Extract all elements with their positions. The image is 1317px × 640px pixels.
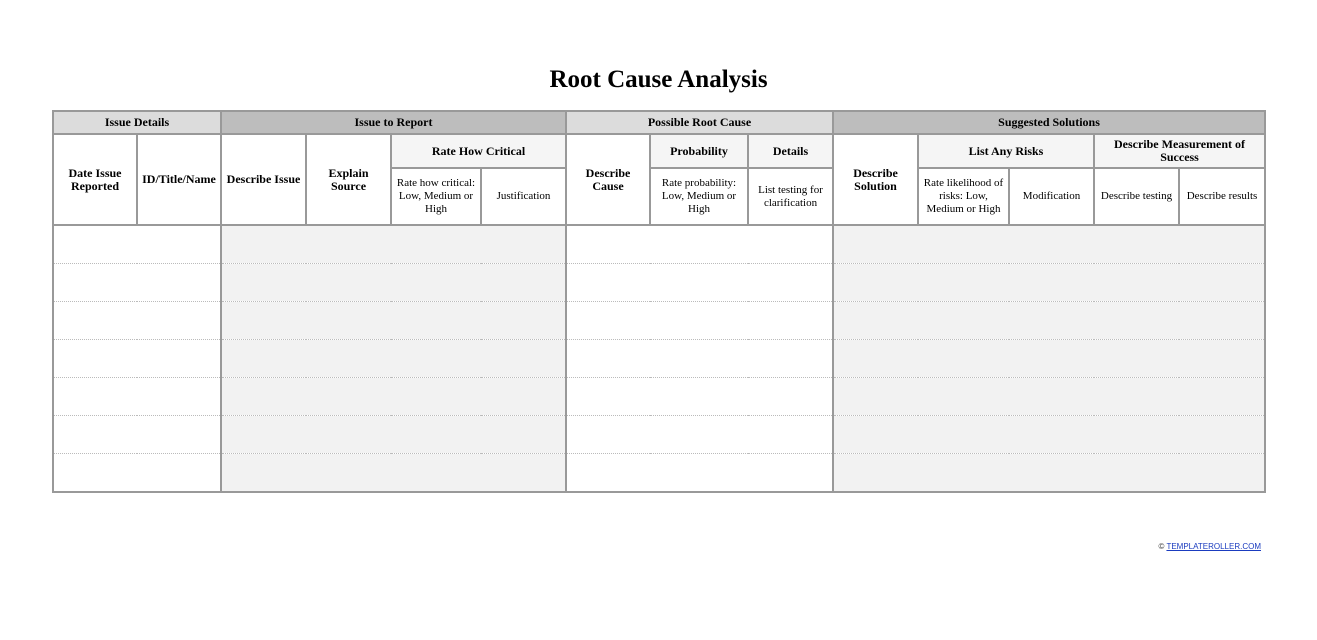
table-row	[53, 416, 1265, 454]
table-cell[interactable]	[748, 378, 833, 416]
section-issue-to-report: Issue to Report	[221, 111, 566, 134]
table-cell[interactable]	[1009, 225, 1094, 264]
table-cell[interactable]	[306, 378, 391, 416]
table-cell[interactable]	[391, 416, 481, 454]
table-cell[interactable]	[221, 378, 306, 416]
table-cell[interactable]	[650, 340, 748, 378]
page-title: Root Cause Analysis	[549, 66, 768, 93]
table-cell[interactable]	[221, 302, 306, 340]
section-possible-root-cause: Possible Root Cause	[566, 111, 833, 134]
table-cell[interactable]	[53, 302, 137, 340]
table-cell[interactable]	[221, 416, 306, 454]
table-cell[interactable]	[1009, 416, 1094, 454]
header-describe-measurement: Describe Measurement of Success	[1094, 134, 1265, 168]
section-header-row	[53, 111, 1265, 134]
section-suggested-solutions: Suggested Solutions	[833, 111, 1265, 134]
table-cell[interactable]	[481, 416, 566, 454]
table-cell[interactable]	[53, 416, 137, 454]
subheader-rate-critical: Rate how critical: Low, Medium or High	[391, 168, 481, 225]
root-cause-analysis-table	[52, 110, 1266, 493]
table-cell[interactable]	[391, 225, 481, 264]
table-cell[interactable]	[391, 340, 481, 378]
table-cell[interactable]	[650, 454, 748, 493]
table-row	[53, 378, 1265, 416]
table-cell[interactable]	[391, 378, 481, 416]
subheader-rate-risks: Rate likelihood of risks: Low, Medium or High	[918, 168, 1009, 225]
table-cell[interactable]	[566, 340, 650, 378]
table-cell[interactable]	[1094, 340, 1179, 378]
table-cell[interactable]	[650, 378, 748, 416]
table-cell[interactable]	[566, 454, 650, 493]
table-row	[53, 302, 1265, 340]
table-cell[interactable]	[53, 378, 137, 416]
table-cell[interactable]	[566, 416, 650, 454]
header-id-title-name: ID/Title/Name	[137, 134, 221, 225]
subheader-describe-results: Describe results	[1179, 168, 1265, 225]
table-cell[interactable]	[137, 416, 221, 454]
table-cell[interactable]	[1179, 416, 1265, 454]
table-cell[interactable]	[1094, 454, 1179, 493]
table-cell[interactable]	[1179, 378, 1265, 416]
subheader-modification: Modification	[1009, 168, 1094, 225]
table-cell[interactable]	[137, 340, 221, 378]
table-cell[interactable]	[221, 225, 306, 264]
table-cell[interactable]	[137, 378, 221, 416]
table-cell[interactable]	[221, 264, 306, 302]
table-cell[interactable]	[918, 302, 1009, 340]
table-cell[interactable]	[1009, 454, 1094, 493]
column-header-row	[53, 134, 1265, 168]
header-list-any-risks: List Any Risks	[918, 134, 1094, 168]
table-cell[interactable]	[481, 302, 566, 340]
subheader-describe-testing: Describe testing	[1094, 168, 1179, 225]
table-cell[interactable]	[306, 340, 391, 378]
table-cell[interactable]	[306, 454, 391, 493]
templateroller-link[interactable]: TEMPLATEROLLER.COM	[1166, 542, 1261, 551]
table-cell[interactable]	[748, 454, 833, 493]
table-cell[interactable]	[481, 454, 566, 493]
table-cell[interactable]	[137, 264, 221, 302]
table-cell[interactable]	[53, 340, 137, 378]
table-cell[interactable]	[650, 225, 748, 264]
table-body	[53, 225, 1265, 492]
table-cell[interactable]	[1009, 378, 1094, 416]
table-cell[interactable]	[833, 416, 918, 454]
table-cell[interactable]	[306, 416, 391, 454]
subheader-justification: Justification	[481, 168, 566, 225]
header-rate-how-critical: Rate How Critical	[391, 134, 566, 168]
table-row	[53, 454, 1265, 493]
table-cell[interactable]	[1094, 225, 1179, 264]
table-cell[interactable]	[1179, 225, 1265, 264]
table-cell[interactable]	[833, 340, 918, 378]
table-cell[interactable]	[1179, 264, 1265, 302]
table-cell[interactable]	[1094, 416, 1179, 454]
table-cell[interactable]	[918, 340, 1009, 378]
table-cell[interactable]	[221, 340, 306, 378]
table-cell[interactable]	[833, 264, 918, 302]
table-cell[interactable]	[566, 378, 650, 416]
table-cell[interactable]	[221, 454, 306, 493]
table-cell[interactable]	[650, 416, 748, 454]
table-cell[interactable]	[748, 340, 833, 378]
header-details: Details	[748, 134, 833, 168]
table-cell[interactable]	[650, 264, 748, 302]
table-cell[interactable]	[1094, 378, 1179, 416]
table-cell[interactable]	[306, 264, 391, 302]
table-cell[interactable]	[481, 378, 566, 416]
table-cell[interactable]	[833, 225, 918, 264]
table-cell[interactable]	[1179, 340, 1265, 378]
section-issue-details: Issue Details	[53, 111, 221, 134]
table-cell[interactable]	[391, 302, 481, 340]
table-cell[interactable]	[566, 302, 650, 340]
table-cell[interactable]	[481, 225, 566, 264]
table-cell[interactable]	[1094, 302, 1179, 340]
table-cell[interactable]	[1009, 264, 1094, 302]
table-cell[interactable]	[53, 264, 137, 302]
copyright-symbol: ©	[1158, 542, 1165, 551]
table-cell[interactable]	[748, 225, 833, 264]
table-cell[interactable]	[391, 264, 481, 302]
table-cell[interactable]	[137, 454, 221, 493]
table-cell[interactable]	[1179, 302, 1265, 340]
header-describe-issue: Describe Issue	[221, 134, 306, 225]
table-cell[interactable]	[1179, 454, 1265, 493]
header-explain-source: Explain Source	[306, 134, 391, 225]
table-cell[interactable]	[1009, 302, 1094, 340]
table-row	[53, 340, 1265, 378]
header-date-issue-reported: Date Issue Reported	[53, 134, 137, 225]
table-cell[interactable]	[833, 378, 918, 416]
table-cell[interactable]	[306, 225, 391, 264]
subheader-list-testing: List testing for clarification	[748, 168, 833, 225]
table-cell[interactable]	[748, 416, 833, 454]
table-cell[interactable]	[137, 302, 221, 340]
table-cell[interactable]	[53, 225, 137, 264]
header-describe-solution: Describe Solution	[833, 134, 918, 225]
table-cell[interactable]	[566, 264, 650, 302]
table-cell[interactable]	[748, 264, 833, 302]
table-cell[interactable]	[566, 225, 650, 264]
header-describe-cause: Describe Cause	[566, 134, 650, 225]
table-cell[interactable]	[833, 302, 918, 340]
table-cell[interactable]	[918, 264, 1009, 302]
subheader-rate-probability: Rate probability: Low, Medium or High	[650, 168, 748, 225]
table-cell[interactable]	[748, 302, 833, 340]
table-cell[interactable]	[1009, 340, 1094, 378]
table-cell[interactable]	[918, 454, 1009, 493]
header-probability: Probability	[650, 134, 748, 168]
table-cell[interactable]	[306, 302, 391, 340]
table-cell[interactable]	[481, 340, 566, 378]
table-row	[53, 225, 1265, 264]
table-cell[interactable]	[481, 264, 566, 302]
table-cell[interactable]	[918, 416, 1009, 454]
table-cell[interactable]	[137, 225, 221, 264]
table-cell[interactable]	[833, 454, 918, 493]
table-row	[53, 264, 1265, 302]
table-cell[interactable]	[650, 302, 748, 340]
table-cell[interactable]	[1094, 264, 1179, 302]
footer	[1158, 542, 1261, 551]
table-cell[interactable]	[918, 378, 1009, 416]
table-cell[interactable]	[53, 454, 137, 493]
table-cell[interactable]	[918, 225, 1009, 264]
table-cell[interactable]	[391, 454, 481, 493]
